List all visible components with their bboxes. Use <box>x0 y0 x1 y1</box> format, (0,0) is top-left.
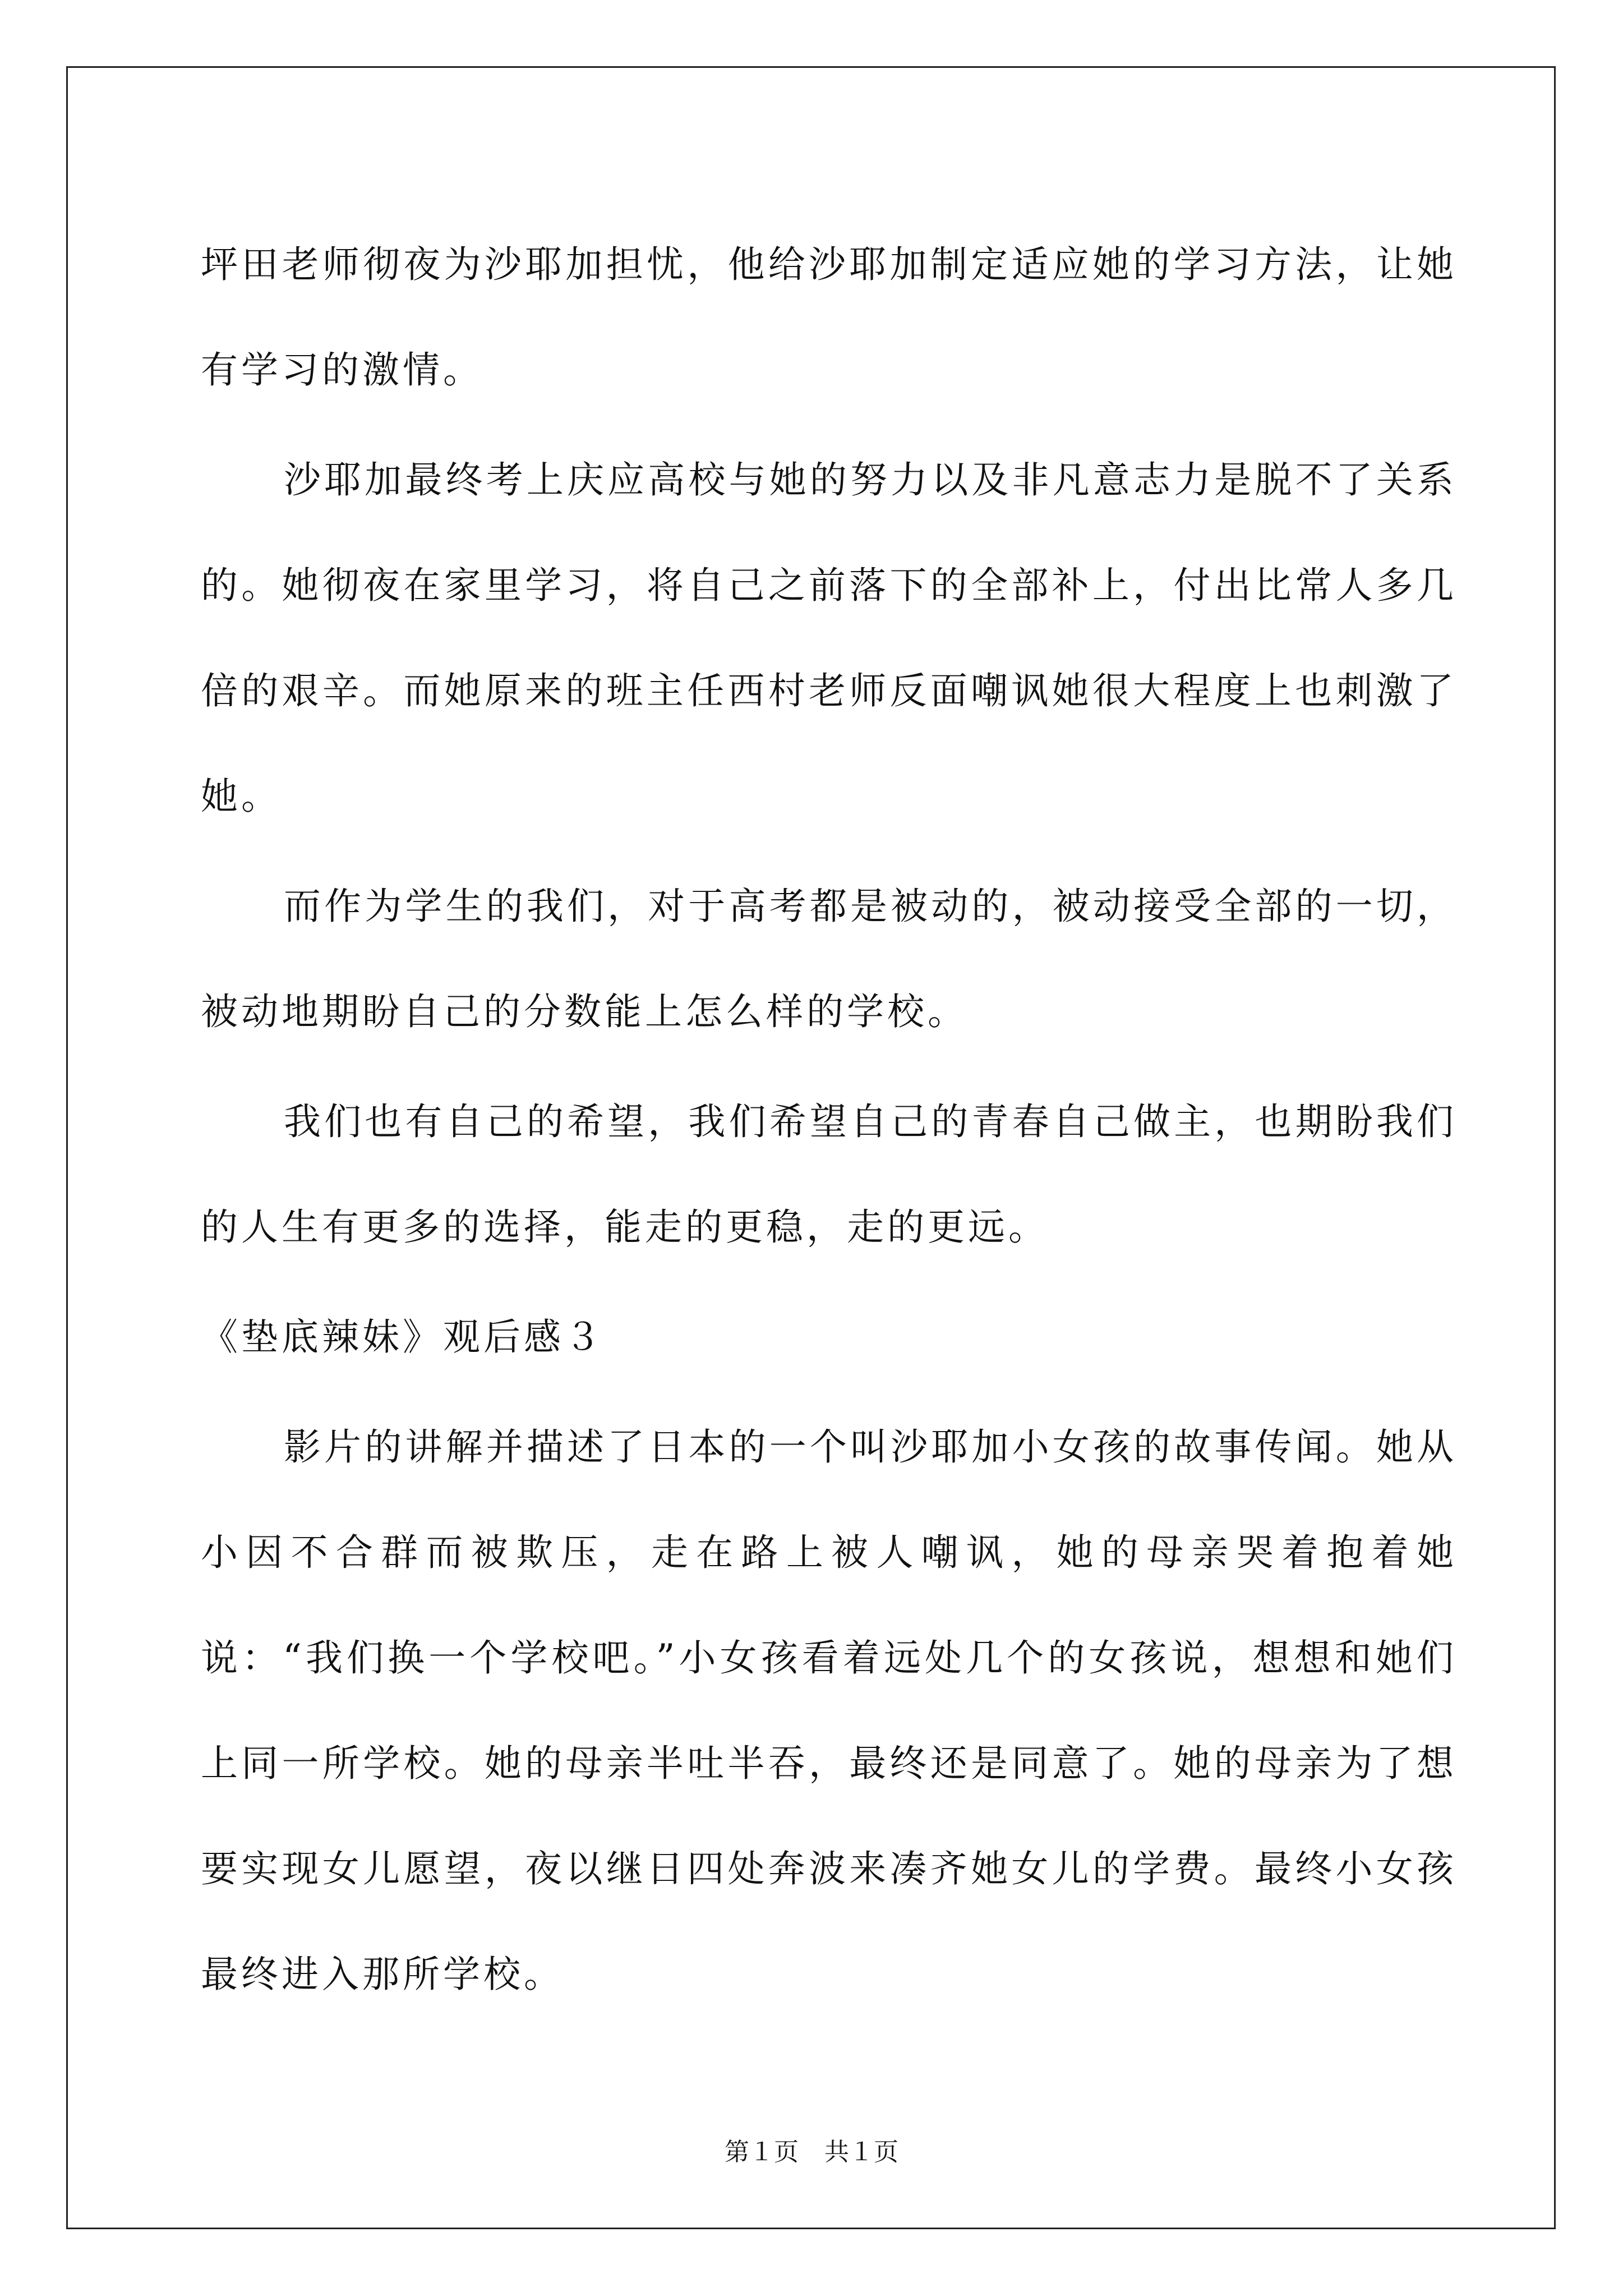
paragraph: 我们也有自己的希望，我们希望自己的青春自己做主，也期盼我们的人生有更多的选择，能走的更稳，走的更远。 <box>201 1100 1457 1249</box>
paragraph: 沙耶加最终考上庆应高校与她的努力以及非凡意志力是脱不了关系的。她彻夜在家里学习，将自己之前落下的全部补上，付出比常人多几倍的艰辛。而她原来的班主任西村老师反面嘲讽她很大程度上也刺激了她。 <box>201 458 1457 818</box>
document-body <box>201 212 1457 2032</box>
page-number: 第１页 <box>725 2138 799 2166</box>
section-heading: 《垫底辣妹》观后感３ <box>201 1315 605 1359</box>
page-total: 共１页 <box>824 2138 898 2166</box>
paragraph-continuation: 坪田老师彻夜为沙耶加担忧，他给沙耶加制定适应她的学习方法，让她有学习的激情。 <box>201 243 1457 392</box>
paragraph: 影片的讲解并描述了日本的一个叫沙耶加小女孩的故事传闻。她从小因不合群而被欺压，走在路上被人嘲讽，她的母亲哭着抱着她说：“我们换一个学校吧。”小女孩看着远处几个的女孩说，想想和她们上同一所学校。她的母亲半吐半吞，最终还是同意了。她的母亲为了想要实现女儿愿望，夜以继日四处奔波来凑齐她女儿的学费。最终小女孩最终进入那所学校。 <box>201 1425 1457 1996</box>
page-footer <box>0 2132 1623 2168</box>
paragraph: 而作为学生的我们，对于高考都是被动的，被动接受全部的一切，被动地期盼自己的分数能上怎么样的学校。 <box>201 885 1457 1033</box>
